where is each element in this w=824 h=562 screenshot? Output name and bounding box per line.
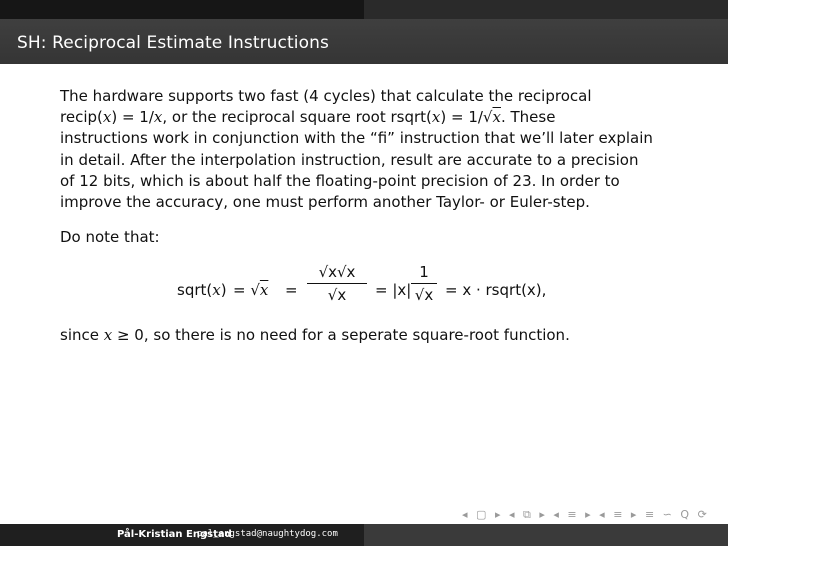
top-bar-right-segment: [364, 0, 728, 19]
p1-line-2e: . These: [500, 108, 556, 127]
footer-author: Pål-Kristian Engstad: [117, 529, 232, 540]
slide-body: [60, 86, 680, 248]
eq-lhs: [177, 281, 227, 299]
since-text-b: ≥ 0, so there is no need for a seperate square-root function.: [112, 326, 570, 344]
paragraph-2: Do note that:: [60, 228, 160, 247]
p1-line-4: in detail. After the interpolation instruction, result are accurate to a precision: [60, 150, 639, 169]
nav-frame-icon[interactable]: ▢: [476, 508, 487, 521]
eq-fraction-1: [307, 263, 367, 304]
nav-next-section-icon[interactable]: ▸: [585, 508, 591, 521]
nav-search-icon[interactable]: Q: [680, 508, 690, 521]
nav-back-icon[interactable]: ∽: [662, 508, 672, 521]
p1-line-5: of 12 bits, which is about half the floating-point precision of 23. In order to: [60, 171, 620, 190]
since-text-a: since: [60, 326, 104, 344]
nav-prev-slide-icon[interactable]: ◂: [599, 508, 605, 521]
eq-abs-x: = |x|: [375, 281, 412, 299]
nav-prev-subsection-icon[interactable]: ◂: [508, 508, 515, 521]
nav-toc-icon[interactable]: ≡: [644, 508, 655, 521]
slide-footer: [0, 524, 824, 562]
eq-equals: =: [285, 281, 298, 299]
slide-title: SH: Reciprocal Estimate Instructions: [17, 33, 329, 53]
paragraph-1: [60, 86, 680, 213]
eq-sqrt-x: [233, 281, 268, 299]
since-line: [60, 326, 570, 344]
nav-slide-icon[interactable]: ≡: [613, 508, 623, 521]
top-bar-left-segment: [0, 0, 364, 19]
p1-line-3: instructions work in conjunction with the “fi” instruction that we’ll later explain: [60, 129, 653, 148]
nav-prev-section-icon[interactable]: ◂: [553, 508, 559, 521]
eq-fraction-1-bar: [307, 283, 367, 284]
sqrt-equation: [175, 263, 595, 317]
var-x: x: [102, 108, 112, 127]
var-x: x: [431, 108, 441, 127]
eq-lhs-text: sqrt(: [177, 281, 213, 299]
var-x: x: [153, 108, 163, 127]
eq-fraction-1-numerator: √x√x: [318, 263, 356, 281]
footer-right: [364, 524, 824, 562]
eq-var-x: x: [259, 281, 269, 299]
nav-section-icon[interactable]: ≡: [567, 508, 577, 521]
eq-fraction-1-denominator: √x: [327, 286, 347, 304]
p1-line-2c: , or the reciprocal square root rsqrt(: [162, 108, 432, 127]
eq-fraction-2: [411, 263, 437, 304]
top-navigation-bar: [0, 0, 728, 19]
nav-subsection-icon[interactable]: ⧉: [523, 508, 531, 521]
eq-fraction-2-numerator: 1: [419, 263, 429, 281]
var-x: x: [103, 326, 113, 344]
footer-talk-title: Introduction to SPU Optimizations: [746, 529, 824, 562]
p1-line-2b: ) = 1/: [111, 108, 154, 127]
nav-prev-frame-icon[interactable]: ◂: [462, 508, 468, 521]
eq-var-x: x: [212, 281, 221, 299]
p1-line-6: improve the accuracy, one must perform another Taylor- or Euler-step.: [60, 193, 590, 212]
footer-left: [0, 524, 364, 546]
p1-line-2d: ) = 1/√: [440, 108, 493, 127]
nav-next-slide-icon[interactable]: ▸: [630, 508, 637, 521]
eq-fraction-2-denominator: √x: [414, 286, 434, 304]
var-x: x: [492, 108, 501, 127]
p1-line-2a: recip(: [60, 108, 103, 127]
eq-equals-sqrt: = √: [233, 281, 260, 299]
eq-fraction-2-bar: [411, 283, 437, 284]
slide-title-bar: [0, 19, 728, 64]
p1-line-1: The hardware supports two fast (4 cycles) that calculate the reciprocal: [60, 87, 592, 105]
eq-rparen: ): [220, 281, 227, 299]
nav-next-subsection-icon[interactable]: ▸: [539, 508, 545, 521]
nav-next-frame-icon[interactable]: ▸: [494, 508, 501, 521]
eq-rsqrt: = x · rsqrt(x),: [445, 281, 547, 299]
beamer-navigation-symbols[interactable]: [462, 508, 712, 522]
nav-refresh-icon[interactable]: ⟳: [697, 508, 707, 521]
footer-email: pal_engstad@naughtydog.com: [197, 529, 338, 539]
